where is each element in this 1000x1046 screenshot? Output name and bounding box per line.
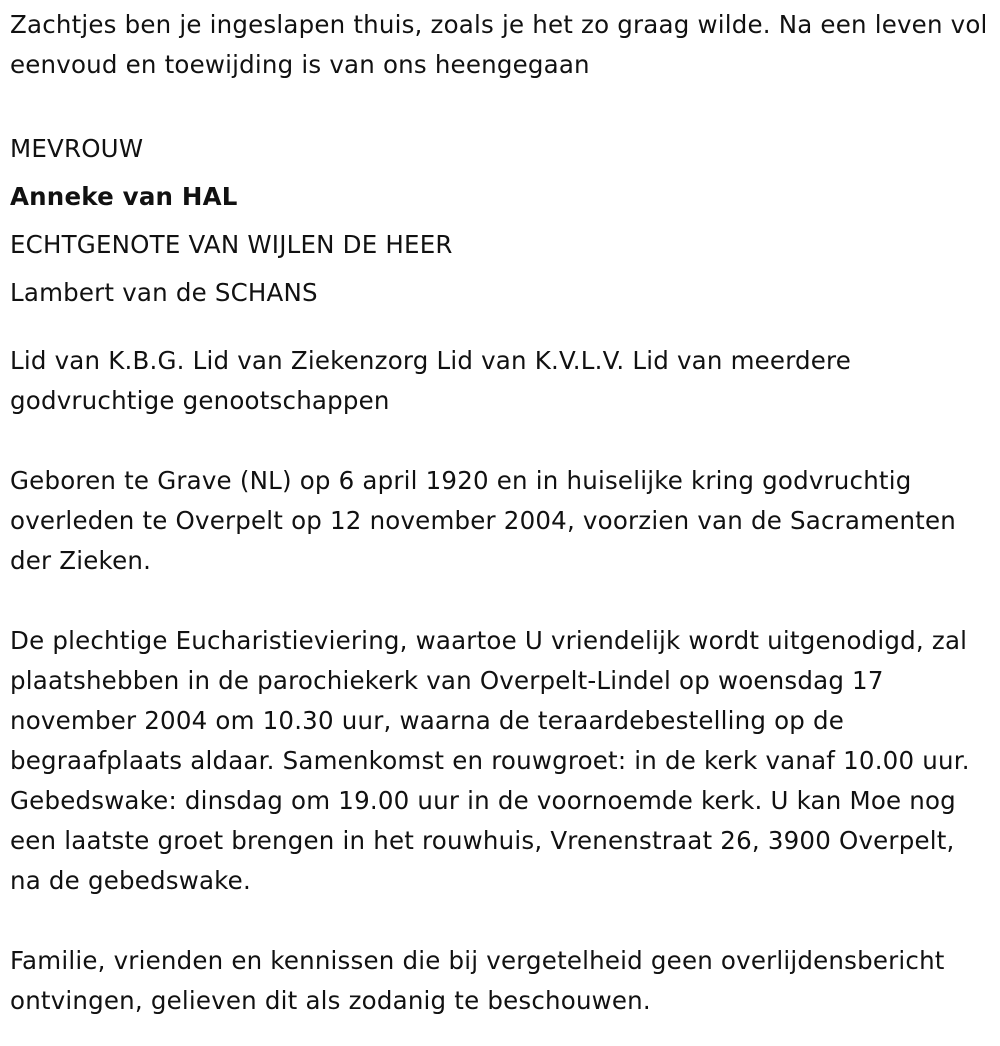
birth-death-paragraph: Geboren te Grave (NL) op 6 april 1920 en in huiselijke kring godvruchtig overleden te Overpelt op 12 november 2004, voorzien van de Sacramenten der Zieken. xyxy=(10,466,956,575)
title-line: MEVROUW xyxy=(10,134,144,163)
ceremony-paragraph: De plechtige Eucharistieviering, waartoe U vriendelijk wordt uitgenodigd, zal plaatshebben in de parochiekerk van Overpelt-Lindel op woensdag 17 november 2004 om 10.30 uur, waarna de teraardebestelling op de begraafplaats aldaar. Samenkomst en rouwgroet: in de kerk vanaf 10.00 uur. Gebedswake: dinsdag om 19.00 uur in de voornoemde kerk. U kan Moe nog een laatste groet brengen in het rouwhuis, Vrenenstraat 26, 3900 Overpelt, na de gebedswake. xyxy=(10,626,970,895)
deceased-name: Anneke van HAL xyxy=(10,182,238,211)
spouse-prefix: ECHTGENOTE VAN WIJLEN DE HEER xyxy=(10,230,453,259)
memberships-paragraph: Lid van K.B.G. Lid van Ziekenzorg Lid van K.V.L.V. Lid van meerdere godvruchtige genootschappen xyxy=(10,346,852,415)
spacer xyxy=(10,85,990,125)
spacer xyxy=(10,421,990,461)
spacer xyxy=(10,581,990,621)
closing-paragraph: Familie, vrienden en kennissen die bij vergetelheid geen overlijdensbericht ontvingen, gelieven dit als zodanig te beschouwen. xyxy=(10,946,945,1015)
spacer xyxy=(10,901,990,941)
spacer xyxy=(10,317,990,341)
spouse-name: Lambert van de SCHANS xyxy=(10,278,318,307)
intro-paragraph: Zachtjes ben je ingeslapen thuis, zoals je het zo graag wilde. Na een leven vol eenvoud en toewijding is van ons heengegaan xyxy=(10,10,988,79)
